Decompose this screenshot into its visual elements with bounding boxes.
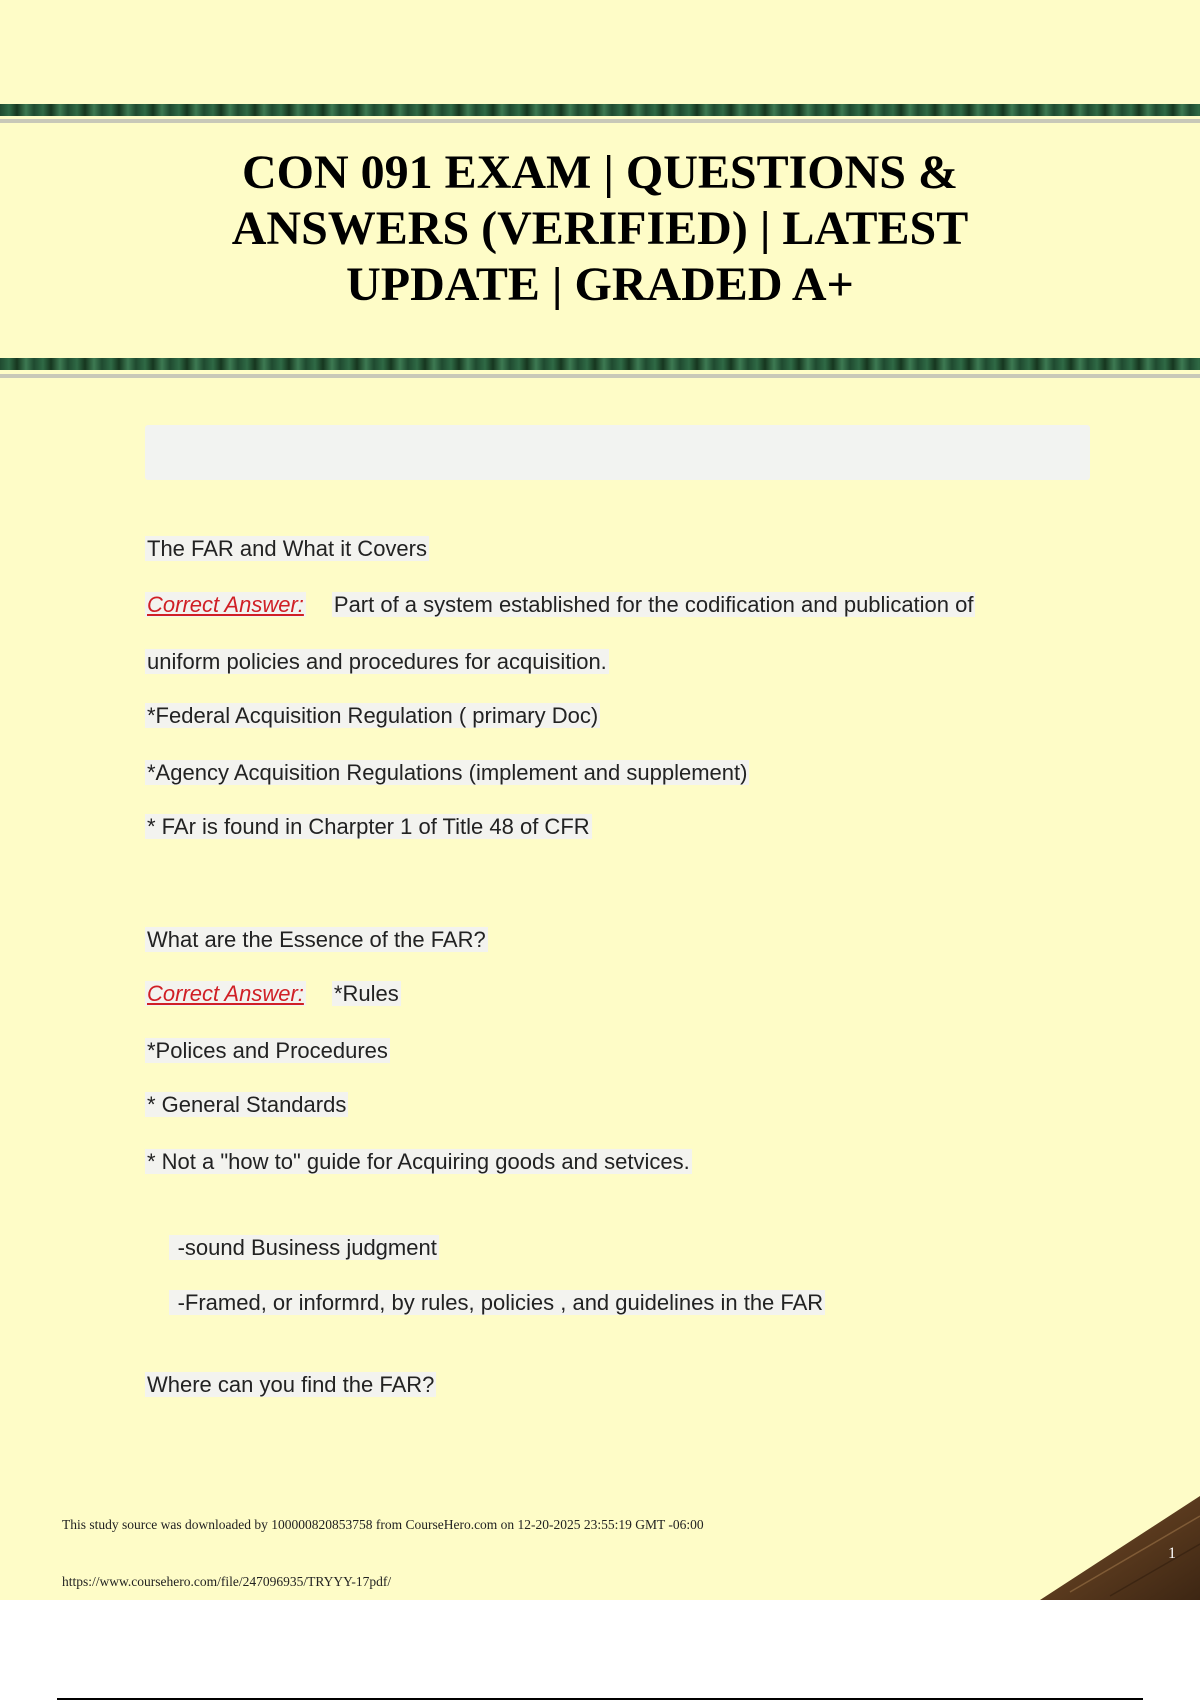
page-corner-decoration (1040, 1496, 1200, 1600)
answer-1-line: uniform policies and procedures for acquisition. (147, 649, 607, 674)
correct-answer-label: Correct Answer: (147, 981, 304, 1006)
bottom-band-rule (0, 374, 1200, 378)
answer-1-line: *Agency Acquisition Regulations (implement and supplement) (147, 760, 748, 785)
question-3: Where can you find the FAR? (147, 1372, 435, 1397)
title-line: ANSWERS (VERIFIED) | LATEST (231, 202, 969, 255)
question-2: What are the Essence of the FAR? (147, 927, 486, 952)
correct-answer-label: Correct Answer: (147, 592, 304, 617)
question-1: The FAR and What it Covers (147, 536, 427, 561)
blank-header-box (145, 425, 1090, 480)
answer-2-line: -sound Business judgment (171, 1235, 437, 1260)
document-title (150, 145, 1050, 313)
page-number: 1 (1168, 1545, 1176, 1562)
answer-1-line: * FAr is found in Charpter 1 of Title 48 of CFR (147, 814, 590, 839)
download-notice: This study source was downloaded by 100000820853758 from CourseHero.com on 12-20-2025 23:55:19 GMT -06:00 (62, 1517, 704, 1532)
answer-2-line: *Polices and Procedures (147, 1038, 388, 1063)
source-url: https://www.coursehero.com/file/247096935/TRYYY-17pdf/ (62, 1574, 392, 1589)
bottom-decorative-band (0, 358, 1200, 370)
answer-2-first-line (145, 979, 401, 1009)
answer-1-line: *Federal Acquisition Regulation ( primary Doc) (147, 703, 599, 728)
answer-2-line: * General Standards (147, 1092, 347, 1117)
answer-2-line: * Not a "how to" guide for Acquiring goods and setvices. (147, 1149, 690, 1174)
top-band-rule (0, 119, 1200, 123)
answer-text: *Rules (333, 981, 399, 1006)
answer-1-first-line (145, 590, 975, 620)
top-decorative-band (0, 104, 1200, 116)
answer-text: Part of a system established for the codification and publication of (333, 592, 974, 617)
answer-2-line: -Framed, or informrd, by rules, policies , and guidelines in the FAR (171, 1290, 824, 1315)
title-line: CON 091 EXAM | QUESTIONS & (242, 146, 958, 199)
title-line: UPDATE | GRADED A+ (346, 258, 854, 311)
